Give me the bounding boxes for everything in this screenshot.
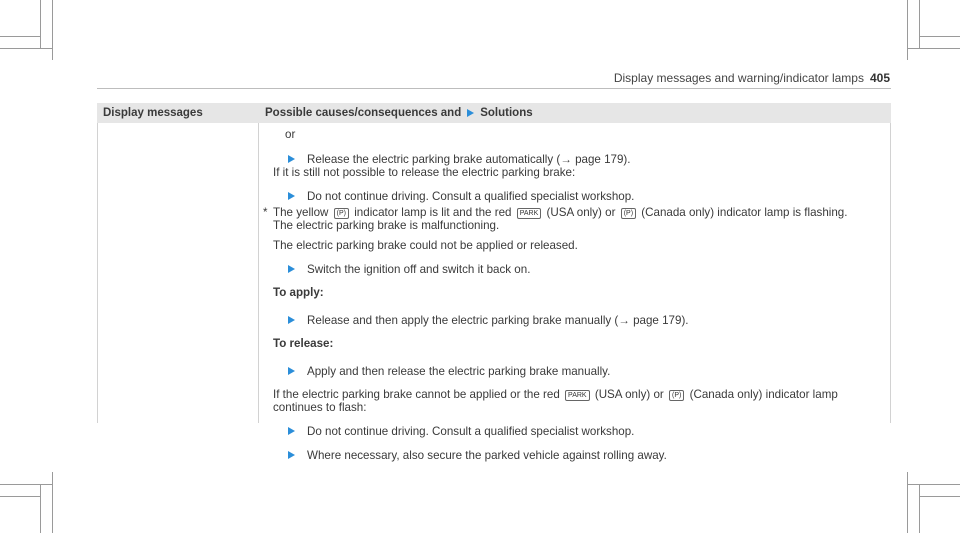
paragraph: If it is still not possible to release the electric parking brake: [273,166,576,179]
paragraph: continues to flash: [273,401,367,414]
list-item: Apply and then release the electric parking brake manually. [273,365,885,378]
crop-mark [907,472,908,533]
blue-arrow-icon [288,155,295,163]
col-header-causes-solutions: Possible causes/consequences and Solutions [265,107,533,119]
parking-brake-lamp-icon: (P) [334,208,349,219]
list-item: Switch the ignition off and switch it back on. [273,263,885,276]
subheading-to-release: To release: [273,337,334,350]
crop-mark [0,36,40,37]
crop-mark [52,472,53,533]
crop-mark [907,0,908,60]
footnote-star: * [263,206,268,219]
header-divider [97,88,891,89]
text-or: or [285,128,296,141]
paragraph: The electric parking brake is malfunctioning. [273,219,500,232]
blue-arrow-icon [288,265,295,273]
crop-mark [908,484,960,485]
list-item: Do not continue driving. Consult a qualified specialist workshop. [273,425,885,438]
table-column-divider [258,123,259,423]
crop-mark [0,496,40,497]
table-right-border [890,123,891,423]
blue-arrow-icon [288,427,295,435]
table-left-border [97,123,98,423]
crop-mark [920,496,960,497]
table-cell-solutions [263,128,885,462]
park-lamp-icon: PARK [565,390,590,401]
blue-arrow-icon [288,451,295,459]
park-lamp-icon: PARK [517,208,542,219]
crop-mark [919,0,920,48]
crop-mark [52,0,53,60]
blue-arrow-icon [288,367,295,375]
crop-mark [920,36,960,37]
crop-mark [919,484,920,533]
page-header [614,71,890,85]
list-item: Where necessary, also secure the parked vehicle against rolling away. [273,449,885,462]
parking-brake-lamp-icon: (P) [669,390,684,401]
page-number: 405 [869,71,890,85]
footnote-paragraph: * The yellow (P) indicator lamp is lit and the red PARK (USA only) or (P) (Canada only) indicator lamp is flashing. [263,206,848,219]
crop-mark [0,48,52,49]
paragraph: The electric parking brake could not be applied or released. [273,239,578,252]
blue-arrow-icon [288,316,295,324]
header-title: Display messages and warning/indicator lamps [613,71,864,85]
parking-brake-lamp-icon: (P) [621,208,636,219]
list-item: Release and then apply the electric parking brake manually (→ page 179). [273,314,885,327]
crop-mark [0,484,52,485]
table-header [97,103,891,123]
crop-mark [40,0,41,48]
subheading-to-apply: To apply: [273,286,324,299]
paragraph: If the electric parking brake cannot be applied or the red PARK (USA only) or (P) (Canada only) indicator lamp [273,388,838,401]
list-item: Release the electric parking brake automatically (→ page 179). [273,153,885,166]
crop-mark [40,484,41,533]
blue-arrow-icon [288,192,295,200]
list-item: Do not continue driving. Consult a qualified specialist workshop. [273,190,885,203]
crop-mark [908,48,960,49]
col-header-display-messages: Display messages [103,107,203,119]
blue-arrow-icon [467,109,474,117]
